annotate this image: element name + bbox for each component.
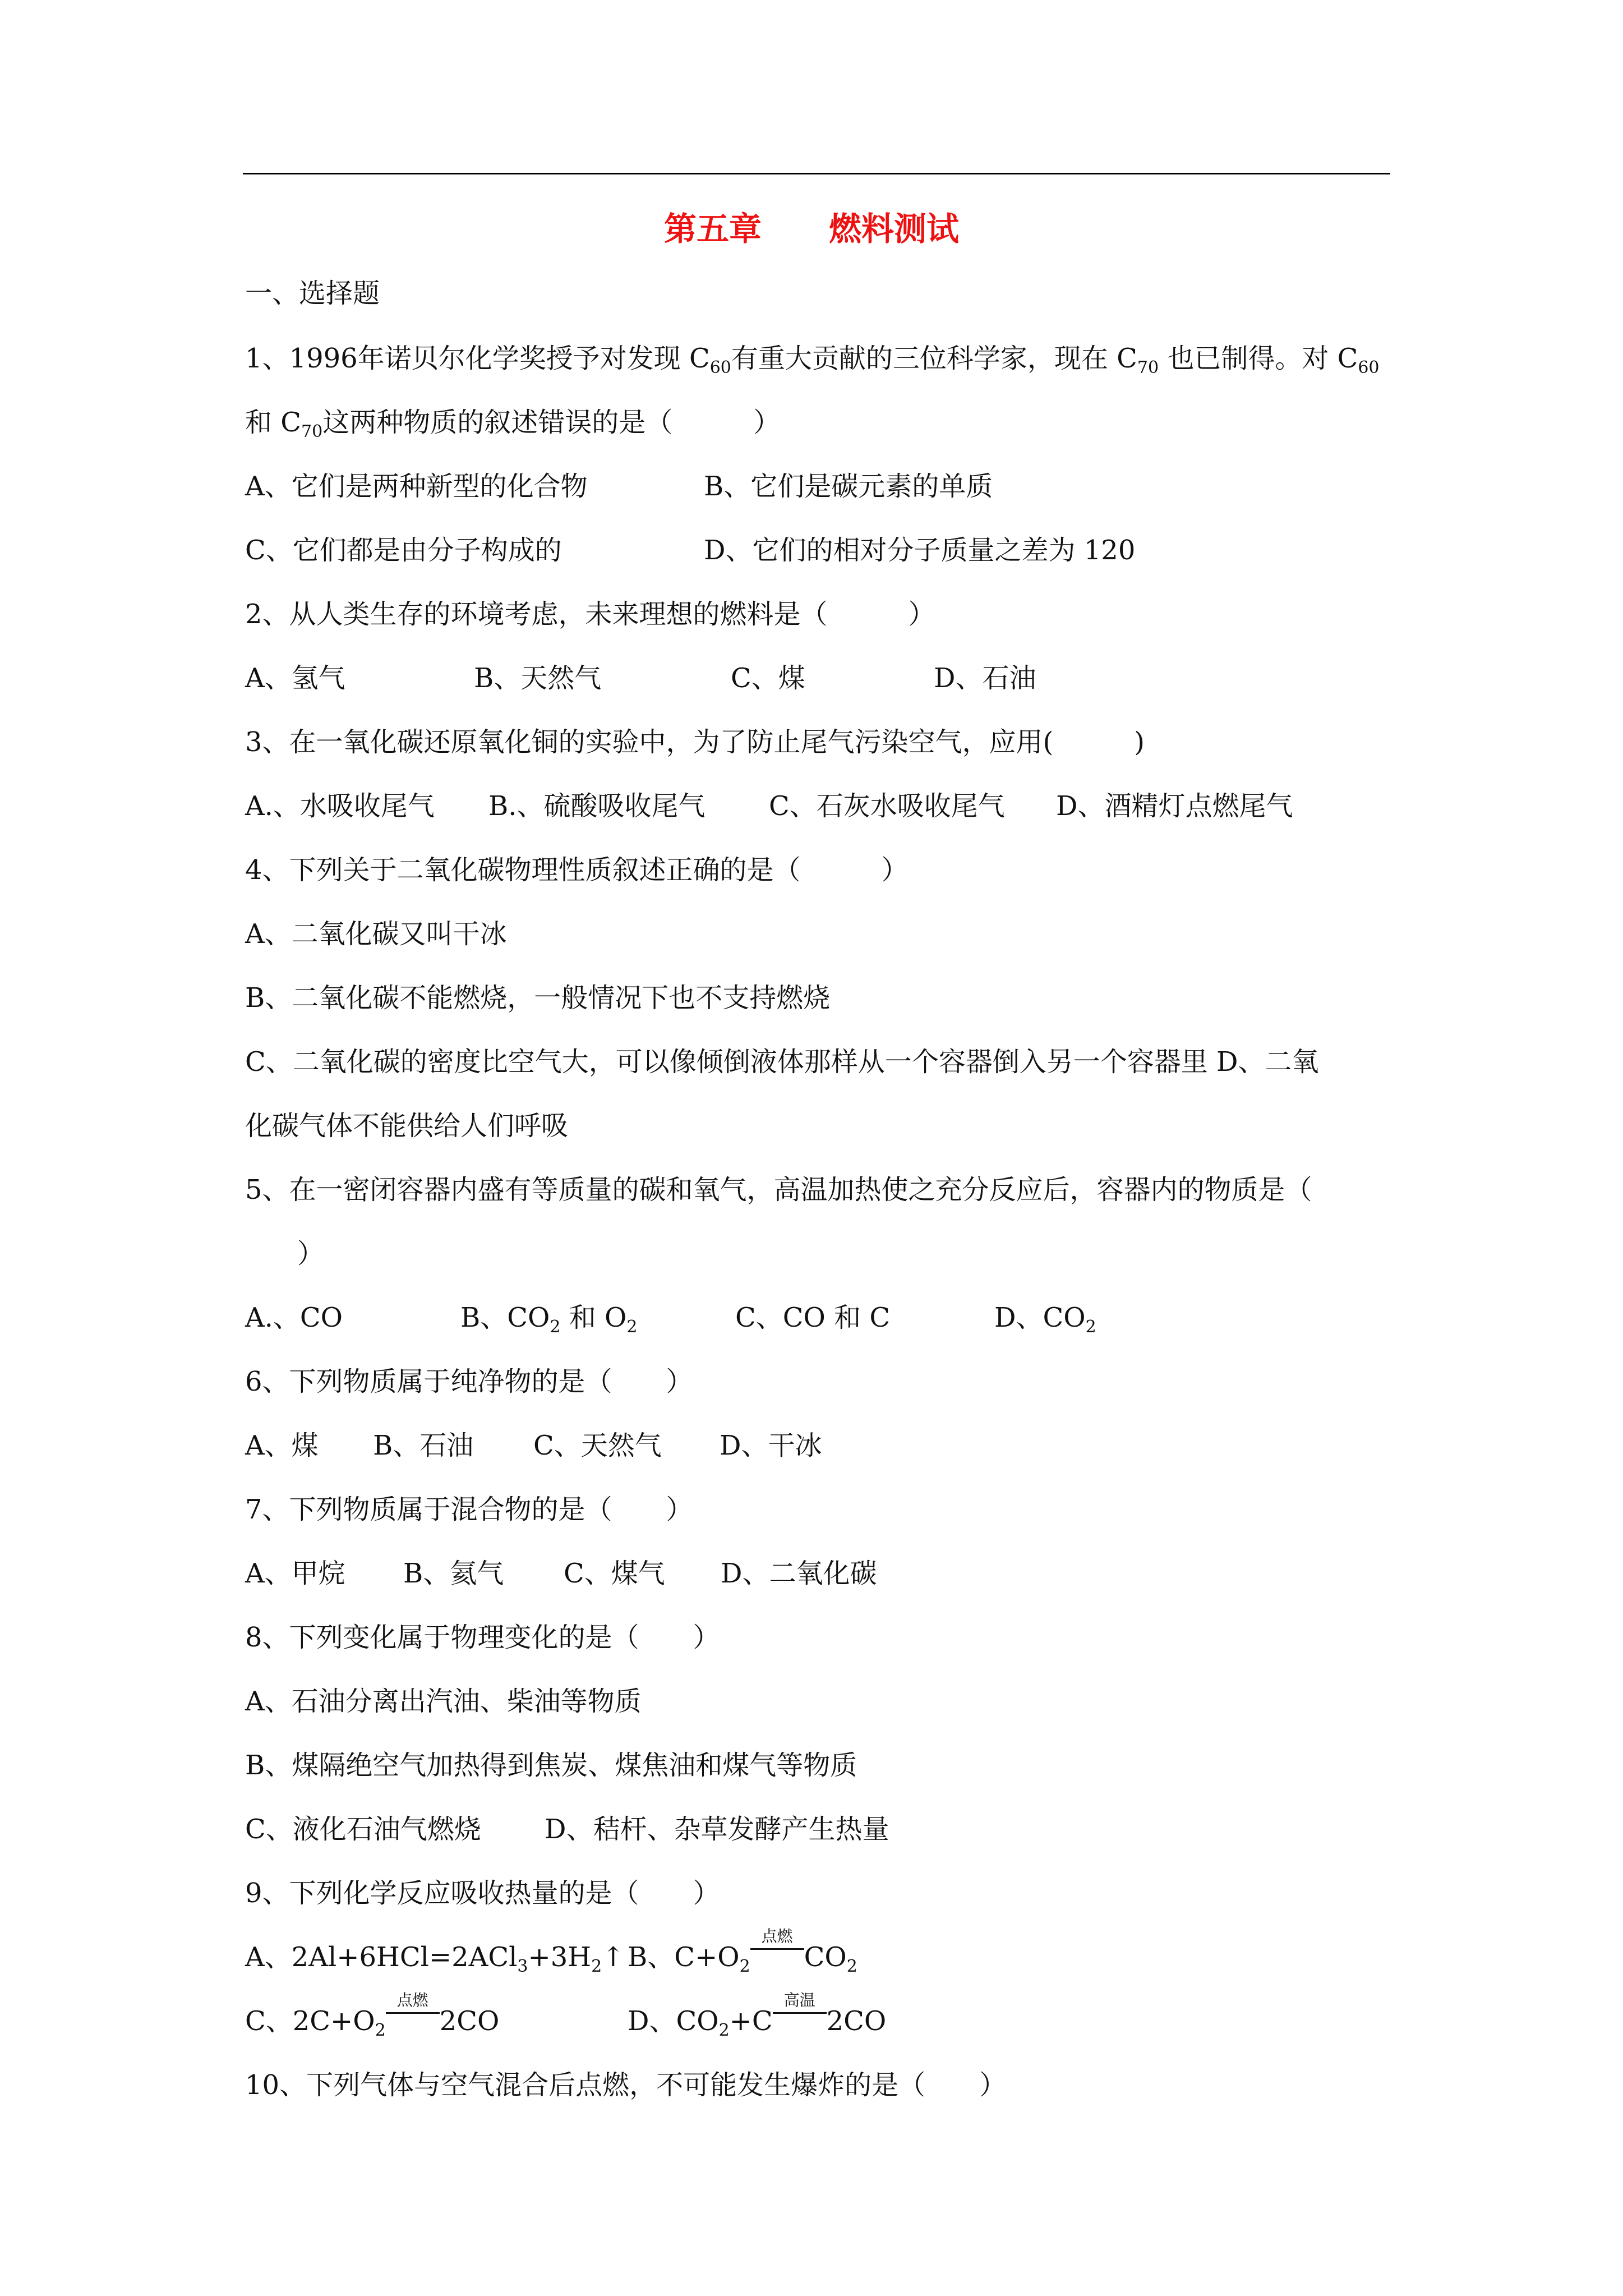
q9-option-d: D、$CO_2+C$ 高温 2CO	[628, 1991, 887, 2040]
q1-options-ab	[245, 467, 993, 506]
q6-option-b: B、石油	[373, 1430, 474, 1461]
header-rule	[243, 173, 1390, 174]
q2-option-a: A、氢气	[245, 662, 345, 694]
q1-stem-line2: 和 $C_{70}$这两种物质的叙述错误的是（ ）	[245, 407, 781, 441]
q9-stem: 9、下列化学反应吸收热量的是（ ）	[245, 1878, 720, 1909]
q9-options-cd	[245, 1991, 887, 2041]
q6-option-a: A、煤	[245, 1430, 319, 1461]
q8-option-a: A、石油分离出汽油、柴油等物质	[245, 1686, 642, 1717]
q1-option-d: D、它们的相对分子质量之差为 120	[704, 535, 1136, 566]
q9-option-c: C、$2C+O_2$ 点燃 2CO	[245, 1991, 500, 2040]
q1-options-cd	[245, 531, 1135, 570]
q5-option-a: A.、CO	[245, 1302, 343, 1333]
q5-options	[245, 1298, 1096, 1337]
q1-stem-line1: 1、1996年诺贝尔化学奖授予对发现 $C_{60}$有重大贡献的三位科学家，现在 $C_{70}$ 也已制得。对 $C_{60}$	[245, 343, 1380, 378]
q8-option-c: C、液化石油气燃烧	[245, 1814, 481, 1845]
q8-stem: 8、下列变化属于物理变化的是（ ）	[245, 1622, 720, 1653]
q6-options	[245, 1426, 822, 1465]
q5-stem-close: ）	[297, 1238, 325, 1269]
q2-option-c: C、煤	[731, 662, 805, 694]
q7-stem: 7、下列物质属于混合物的是（ ）	[245, 1494, 693, 1525]
q5-option-b: B、$CO_2$ 和 $O_2$	[460, 1302, 638, 1337]
title-chapter: 第五章	[663, 210, 762, 248]
q7-options	[245, 1554, 877, 1593]
q7-option-a: A、甲烷	[245, 1558, 345, 1589]
q5-option-d: D、$CO_2$	[994, 1302, 1096, 1337]
reaction-condition: 高温	[773, 2008, 827, 2030]
q2-option-d: D、石油	[934, 662, 1036, 694]
q10-stem: 10、下列气体与空气混合后点燃，不可能发生爆炸的是（ ）	[245, 2069, 1007, 2101]
q9-option-a: A、$2Al+6HCl=2ACl_3+3H_2↑$	[245, 1941, 625, 1976]
q1-option-a: A、它们是两种新型的化合物	[245, 471, 588, 502]
q8-option-d: D、秸杆、杂草发酵产生热量	[545, 1814, 889, 1845]
page-title	[0, 206, 1623, 251]
q4-option-d-cont: 化碳气体不能供给人们呼吸	[245, 1110, 569, 1142]
q3-option-c: C、石灰水吸收尾气	[769, 790, 1005, 822]
title-subject: 燃料测试	[829, 210, 960, 248]
q6-option-d: D、干冰	[720, 1430, 822, 1461]
q6-option-c: C、天然气	[533, 1430, 662, 1461]
q1-option-c: C、它们都是由分子构成的	[245, 535, 562, 566]
q4-option-a: A、二氧化碳又叫干冰	[245, 918, 507, 950]
q3-stem: 3、在一氧化碳还原氧化铜的实验中，为了防止尾气污染空气，应用( )	[245, 726, 1145, 758]
q2-options	[245, 659, 1036, 698]
q4-stem: 4、下列关于二氧化碳物理性质叙述正确的是（ ）	[245, 854, 909, 886]
q2-option-b: B、天然气	[474, 662, 602, 694]
q6-stem: 6、下列物质属于纯净物的是（ ）	[245, 1366, 693, 1397]
q8-option-b: B、煤隔绝空气加热得到焦炭、煤焦油和煤气等物质	[245, 1750, 857, 1781]
q9-options-ab	[245, 1927, 857, 1977]
q7-option-d: D、二氧化碳	[721, 1558, 877, 1589]
q5-stem: 5、在一密闭容器内盛有等质量的碳和氧气，高温加热使之充分反应后，容器内的物质是（	[245, 1174, 1312, 1205]
q3-option-a: A.、水吸收尾气	[245, 790, 435, 822]
q9-option-b: B、$C+O_2$ 点燃 $CO_2$	[628, 1927, 857, 1976]
reaction-condition: 点燃	[750, 1944, 804, 1966]
q2-stem: 2、从人类生存的环境考虑，未来理想的燃料是（ ）	[245, 599, 935, 630]
q5-option-c: C、CO 和 C	[735, 1302, 891, 1333]
q8-options-cd	[245, 1810, 889, 1849]
reaction-condition: 点燃	[386, 2008, 440, 2030]
q3-option-d: D、酒精灯点燃尾气	[1056, 790, 1293, 822]
section-heading: 一、选择题	[245, 278, 380, 309]
q4-option-b: B、二氧化碳不能燃烧，一般情况下也不支持燃烧	[245, 982, 831, 1014]
q3-options	[245, 786, 1293, 826]
q7-option-b: B、氦气	[403, 1558, 504, 1589]
q3-option-b: B.、硫酸吸收尾气	[488, 790, 706, 822]
q7-option-c: C、煤气	[564, 1558, 665, 1589]
q4-option-c-d: C、二氧化碳的密度比空气大，可以像倾倒液体那样从一个容器倒入另一个容器里 D、二氧	[245, 1046, 1319, 1078]
q1-option-b: B、它们是碳元素的单质	[704, 471, 993, 502]
